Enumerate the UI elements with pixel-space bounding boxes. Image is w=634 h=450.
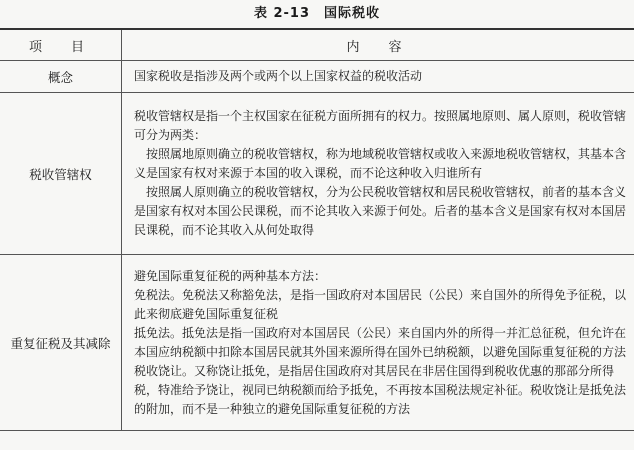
row-content-jurisdiction <box>122 93 634 255</box>
paragraph: 税收饶让。又称饶让抵免，是指居住国政府对其居民在非居住国得到税收优惠的那部分所得税，特准给予饶让，视同已纳税额而给予抵免，不再按本国税法规定补征。税收饶让是抵免法的附加，而不是一种独立的避免国际重复征税的方法 <box>134 363 627 416</box>
paragraph: 按照属人原则确立的税收管辖权，分为公民税收管辖权和居民税收管辖权，前者的基本含义是国家有权对本国公民课税，而不论其收入来源于何处。后者的基本含义是国家有权对本国居民课税，而不论其收入从何处取得 <box>134 185 627 237</box>
paragraph: 避免国际重复征税的两种基本方法： <box>134 268 327 283</box>
row-item-jurisdiction: 税收管辖权 <box>0 93 122 255</box>
row-item-concept: 概念 <box>0 61 122 93</box>
row-content-concept <box>122 61 634 93</box>
paragraph: 按照属地原则确立的税收管辖权，称为地域税收管辖权或收入来源地税收管辖权，其基本含义是国家有权对来源于本国的收入课税，而不论这种收入归谁所有 <box>134 147 627 180</box>
table-caption: 表 2-13 国际税收 <box>253 6 381 21</box>
header-item: 项 目 <box>0 29 122 61</box>
table-header-row <box>0 29 634 61</box>
international-tax-table <box>0 28 634 431</box>
row-item-double-taxation: 重复征税及其减除 <box>0 255 122 431</box>
row-content-double-taxation <box>122 255 634 431</box>
table-row-concept <box>0 61 634 93</box>
paragraph: 免税法。免税法又称豁免法，是指一国政府对本国居民（公民）来自国外的所得免予征税，以此来彻底避免国际重复征税 <box>134 287 627 321</box>
header-content: 内 容 <box>122 29 634 61</box>
paragraph: 国家税收是指涉及两个或两个以上国家权益的税收活动 <box>134 69 423 83</box>
paragraph: 抵免法。抵免法是指一国政府对本国居民（公民）来自国内外的所得一并汇总征税，但允许在本国应纳税额中扣除本国居民就其外国来源所得在国外已纳税额，以避免国际重复征税的方法 <box>134 325 627 359</box>
table-row-jurisdiction <box>0 93 634 255</box>
paragraph: 税收管辖权是指一个主权国家在征税方面所拥有的权力。按照属地原则、属人原则，税收管辖可分为两类： <box>134 109 627 142</box>
table-row-double-taxation <box>0 255 634 431</box>
